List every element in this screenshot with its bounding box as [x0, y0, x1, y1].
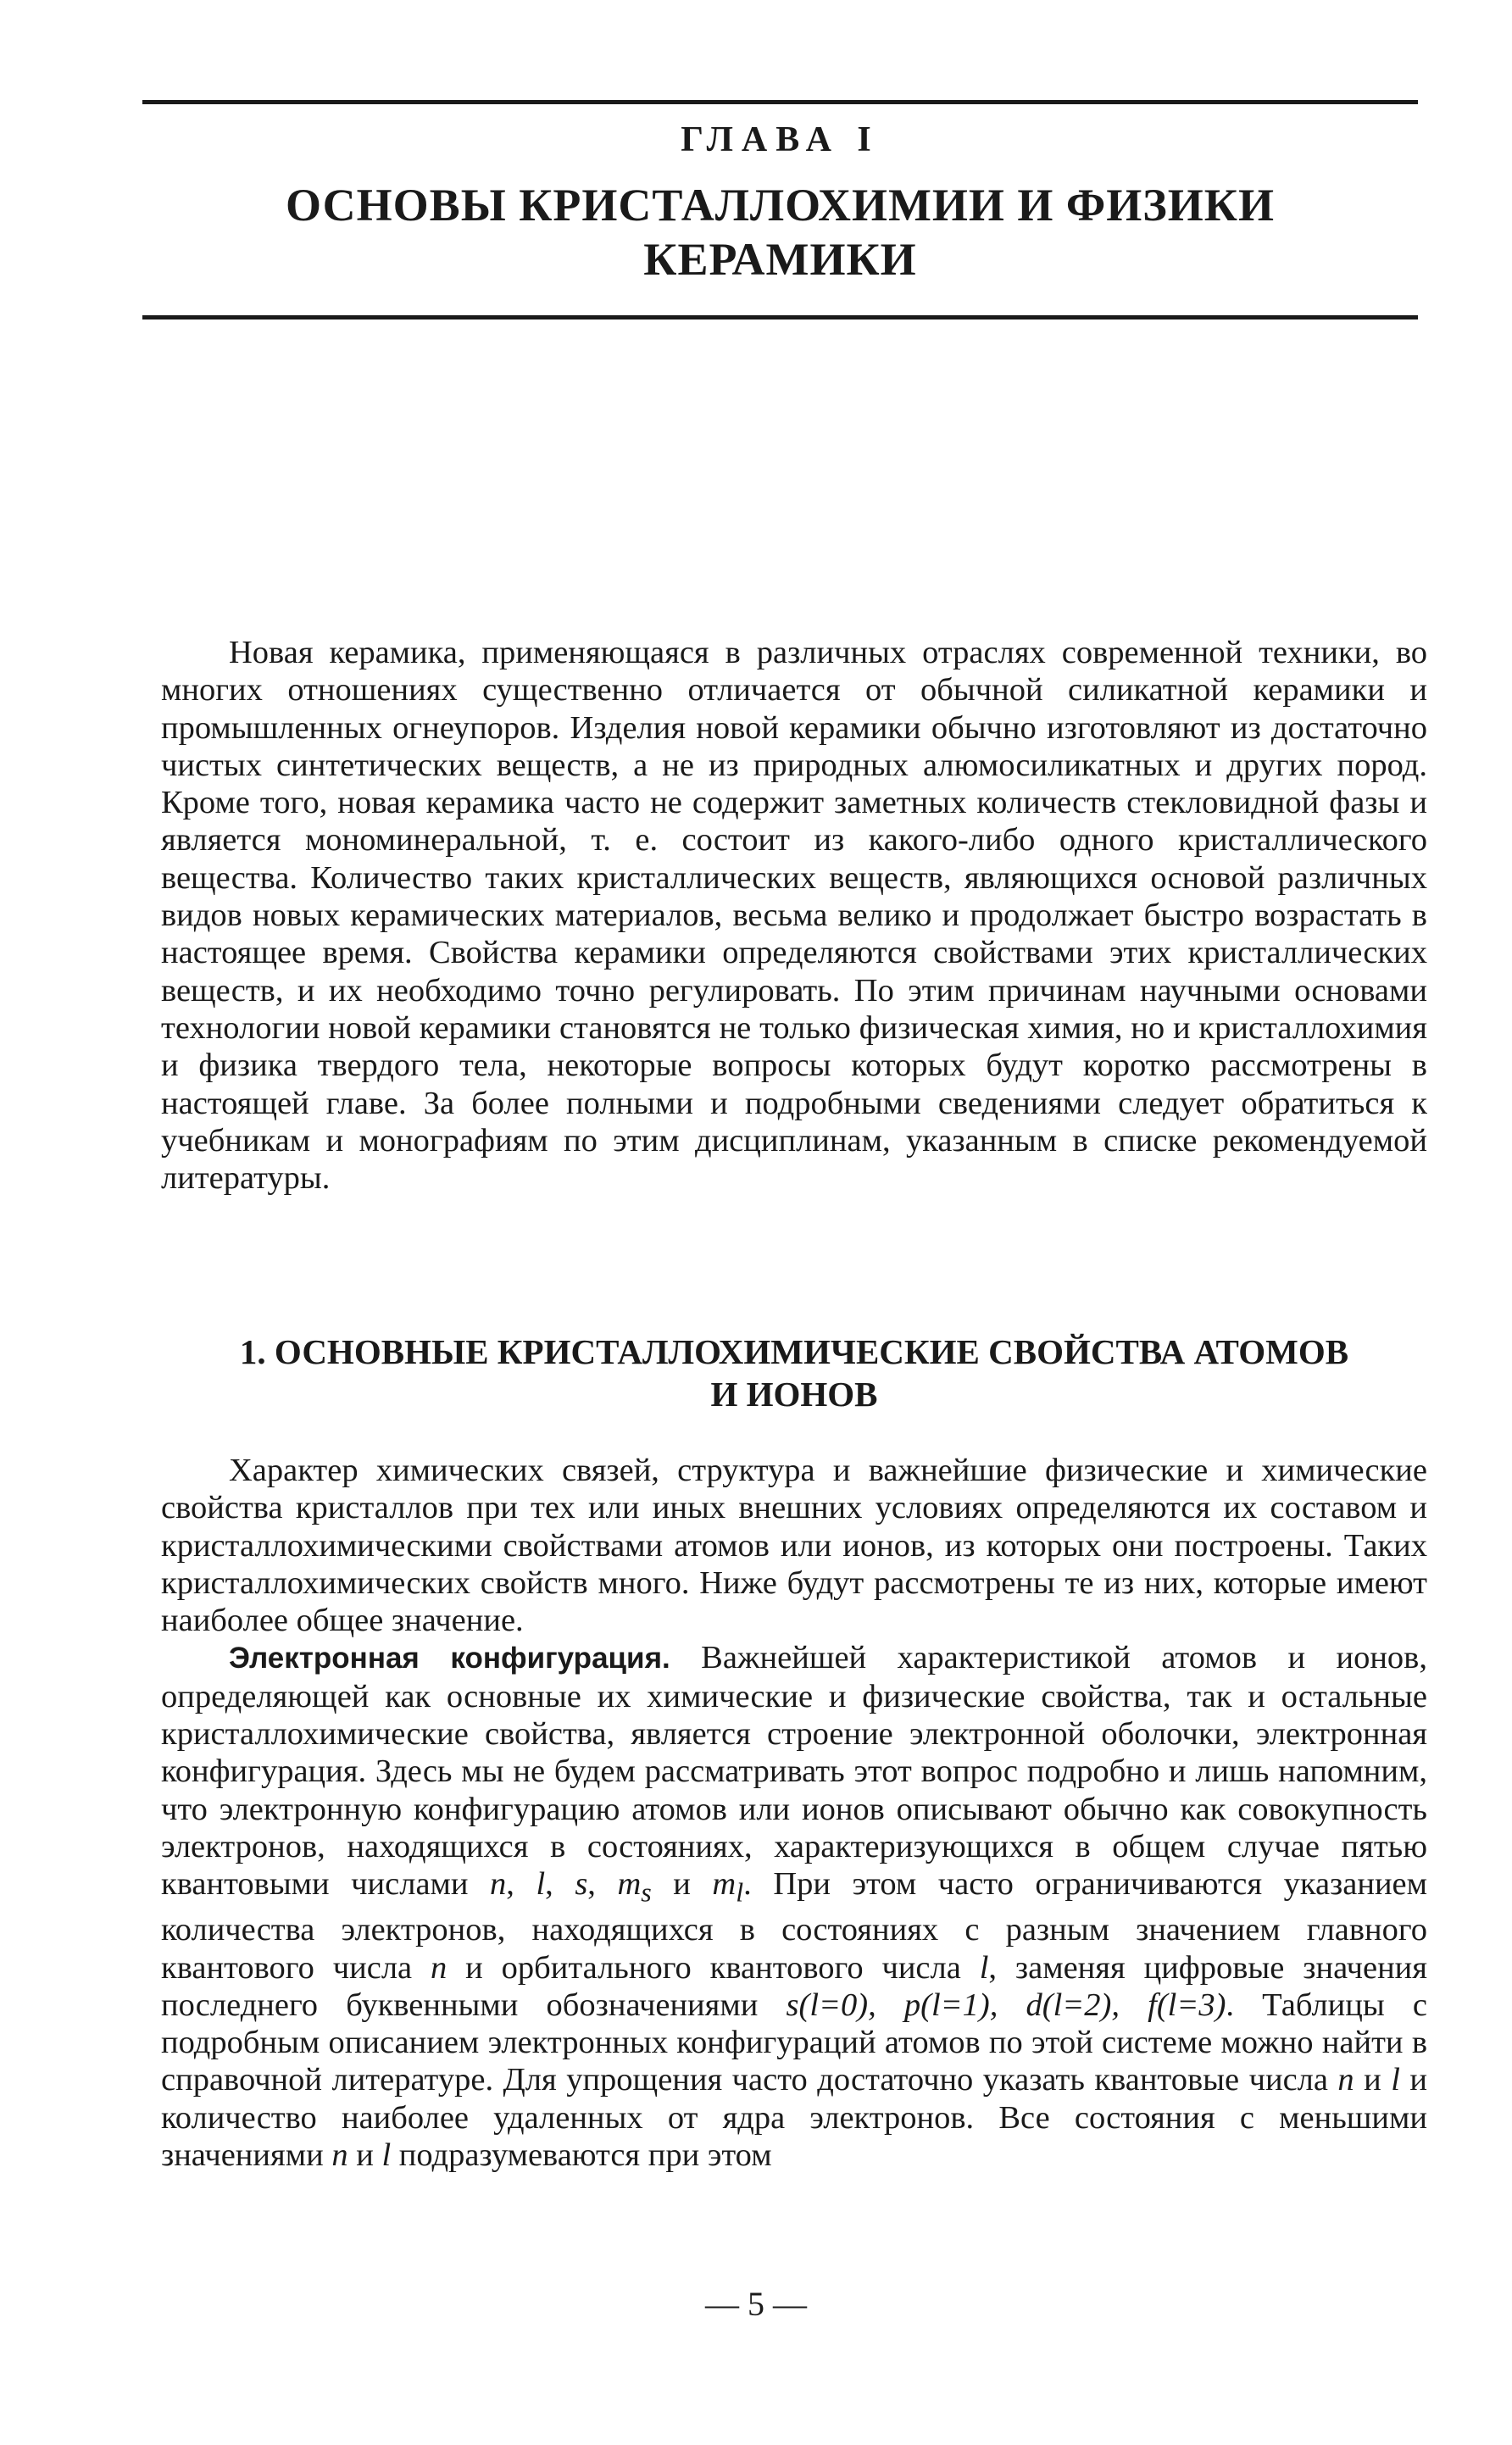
separator-and-2: и — [1354, 2062, 1392, 2098]
section-paragraph-1: Характер химических связей, структура и важнейшие физические и химические свойства кристаллов при тех или иных внешних условиях определяются их составом и кристаллохимическими свойствами атомов или ионов, из которых они построены. Таких кристаллохимических свойств много. Ниже будут рассмотрены те из них, которые имеют наиболее общее значение. — [161, 1453, 1427, 1639]
section-heading-line-1: 1. ОСНОВНЫЕ КРИСТАЛЛОХИМИЧЕСКИЕ СВОЙСТВА АТОМОВ — [239, 1332, 1349, 1371]
chapter-label: ГЛАВА I — [681, 120, 880, 159]
page-number: — 5 — — [705, 2285, 807, 2323]
section-paragraph-2 — [161, 1639, 1427, 2174]
bottom-rule — [142, 315, 1418, 320]
quantum-number-ms-base: m — [617, 1866, 642, 1903]
section-text — [161, 1452, 1427, 2174]
notation-d: d(l=2), — [1026, 1987, 1148, 2023]
run-in-heading: Электронная конфигурация. — [229, 1642, 670, 1675]
quantum-number-l: l — [536, 1866, 546, 1903]
quantum-number-n-4: n — [331, 2137, 348, 2174]
quantum-number-s: s — [575, 1866, 588, 1903]
intro-text — [161, 634, 1427, 1197]
paragraph-2-text-5: . Таблицы с подробным описанием электронных конфигураций атомов по этой системе можно найти в справочной литературе. Для упрощения часто достаточно указать квантовые числа — [161, 1987, 1428, 2098]
separator-and-1: и — [651, 1866, 713, 1903]
quantum-number-n-2: n — [431, 1949, 447, 1986]
chapter-title — [142, 178, 1418, 286]
section-heading-line-2: И ИОНОВ — [710, 1375, 878, 1414]
separator-comma-1: , — [506, 1866, 536, 1903]
notation-s: s(l=0), — [786, 1987, 904, 2023]
quantum-number-n-3: n — [1337, 2062, 1354, 2098]
chapter-title-line-1: ОСНОВЫ КРИСТАЛЛОХИМИИ И ФИЗИКИ — [286, 180, 1275, 231]
quantum-number-ml — [712, 1866, 744, 1908]
paragraph-2-text-6: и количество наиболее удаленных от ядра электронов. Все состояния с меньшими значениями — [161, 2062, 1427, 2174]
quantum-number-ml-base: m — [712, 1866, 737, 1903]
quantum-number-ms — [617, 1866, 652, 1908]
separator-and-3: и — [347, 2137, 382, 2174]
quantum-number-l-3: l — [1391, 2062, 1400, 2098]
intro-paragraph: Новая керамика, применяющаяся в различных отраслях современной техники, во многих отношениях существенно отличается от обычной силикатной керамики и промышленных огнеупоров. Изделия новой керамики обычно изготовляют из достаточно чистых синтетических веществ, а не из природных алюмосиликатных и других пород. Кроме того, новая керамика часто не содержит заметных количеств стекловидной фазы и является мономинеральной, т. е. состоит из какого-либо одного кристаллического вещества. Количество таких кристаллических веществ, являющихся основой различных видов новых керамических материалов, весьма велико и продолжает быстро возрастать в настоящее время. Свойства керамики определяются свойствами этих кристаллических веществ, и их необходимо точно регулировать. По этим причинам научными основами технологии новой керамики становятся не только физическая химия, но и кристаллохимия и физика твердого тела, некоторые вопросы которых будут коротко рассмотрены в настоящей главе. За более полными и подробными сведениями следует обратиться к учебникам и монографиям по этим дисциплинам, указанным в списке рекомендуемой литературы. — [161, 635, 1427, 1197]
paragraph-2-text-3: и орбитального квантового числа — [447, 1949, 980, 1986]
chapter-title-line-2: КЕРАМИКИ — [643, 234, 917, 285]
paragraph-2-text-2: . При этом часто ограничиваются указанием количества электронов, находящихся в состояниях с разным значением главного квантового числа — [161, 1866, 1427, 1986]
quantum-number-l-2: l — [979, 1949, 989, 1986]
separator-comma-2: , — [545, 1866, 575, 1903]
paragraph-2-text-1: Важнейшей характеристикой атомов и ионов, определяющей как основные их химические и физические свойства, так и остальные кристаллохимические свойства, является строение электронной оболочки, электронная конфигурация. Здесь мы не будем рассматривать этот вопрос подробно и лишь напомним, что электронную конфигурацию атомов или ионов описывают обычно как совокупность электронов, находящихся в состояниях, характеризующихся в общем случае пятью квантовыми числами — [161, 1640, 1427, 1903]
notation-p: p(l=1), — [903, 1987, 1026, 2023]
quantum-number-n: n — [490, 1866, 507, 1903]
top-rule — [142, 100, 1418, 104]
quantum-number-ml-sub: l — [736, 1876, 744, 1908]
notation-f: f(l=3) — [1148, 1987, 1226, 2023]
quantum-number-l-4: l — [381, 2137, 392, 2174]
section-heading — [161, 1331, 1427, 1415]
paragraph-2-text-7: подразумеваются при этом — [391, 2137, 772, 2174]
quantum-number-ms-sub: s — [641, 1876, 652, 1908]
separator-comma-3: , — [587, 1866, 618, 1903]
paragraph-2-text-4: , заменяя цифровые значения последнего буквенными обозначениями — [161, 1949, 1427, 2023]
